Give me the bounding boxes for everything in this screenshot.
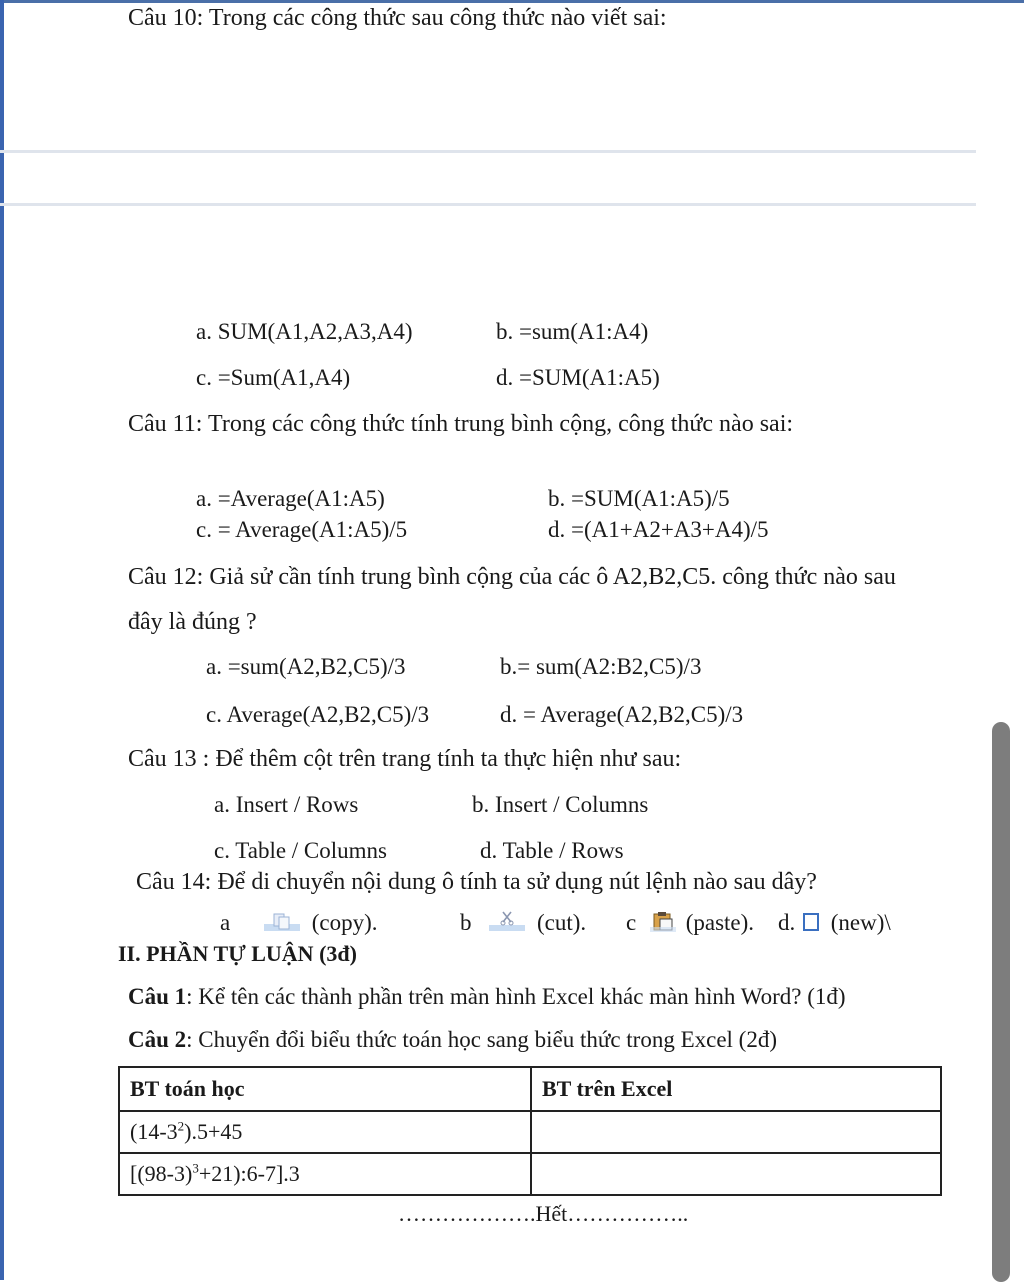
essay-question-1: [128, 983, 846, 1011]
q14-option-b: [460, 909, 586, 937]
cut-icon: [487, 910, 527, 932]
table-row: [119, 1153, 941, 1195]
q14-option-b-label: (cut).: [537, 910, 587, 935]
q14-option-a-label: (copy).: [311, 910, 378, 935]
q14-option-d-label: (new)\: [830, 910, 891, 935]
page-separator-1: [0, 150, 976, 153]
q14-option-a: [220, 909, 378, 937]
essay-question-2: [128, 1026, 777, 1054]
q11-option-b: b. =SUM(A1:A5)/5: [548, 486, 730, 511]
q12-option-a: a. =sum(A2,B2,C5)/3: [206, 654, 406, 679]
page-top-border: [0, 0, 1024, 3]
row1-math: [119, 1111, 531, 1153]
q13-option-c: c. Table / Columns: [214, 838, 388, 863]
table-header-row: [119, 1067, 941, 1111]
copy-icon: [262, 912, 302, 932]
vertical-scrollbar[interactable]: [992, 722, 1010, 1282]
q10-option-b: b. =sum(A1:A4): [496, 319, 649, 344]
expression-table: [118, 1066, 942, 1196]
essay-question-1-label: Câu 1: [128, 984, 187, 1009]
new-document-icon: [801, 912, 821, 932]
q12-title-line2: đây là đúng ?: [128, 609, 257, 635]
q13-option-d: d. Table / Rows: [480, 838, 624, 863]
essay-question-2-label: Câu 2: [128, 1027, 187, 1052]
header-excel: BT trên Excel: [531, 1067, 941, 1111]
q12-option-d: d. = Average(A2,B2,C5)/3: [500, 702, 744, 727]
q10-option-a: a. SUM(A1,A2,A3,A4): [196, 319, 413, 344]
q14-option-c: [626, 909, 754, 937]
q10-option-c: c. =Sum(A1,A4): [196, 365, 351, 390]
q11-title: Câu 11: Trong các công thức tính trung bình cộng, công thức nào sai:: [128, 411, 794, 437]
row2-math-rest: +21):6-7].3: [198, 1161, 300, 1186]
row2-math: [119, 1153, 531, 1195]
q14-option-b-prefix: b: [460, 910, 472, 935]
row1-math-exponent: 2: [177, 1118, 185, 1134]
q11-option-d: d. =(A1+A2+A3+A4)/5: [548, 517, 769, 542]
q14-option-d: [778, 909, 891, 937]
q12-option-c: c. Average(A2,B2,C5)/3: [206, 702, 430, 727]
essay-question-1-text: : Kể tên các thành phần trên màn hình Excel khác màn hình Word? (1đ): [186, 984, 846, 1009]
header-math: BT toán học: [119, 1067, 531, 1111]
row1-math-rest: ).5+45: [184, 1119, 243, 1144]
row2-math-base: [(98-3): [130, 1161, 193, 1186]
essay-question-2-text: : Chuyển đổi biểu thức toán học sang biểu thức trong Excel (2đ): [186, 1027, 778, 1052]
row2-math-exponent: 3: [192, 1160, 199, 1176]
section-2-heading: II. PHẦN TỰ LUẬN (3đ): [118, 941, 357, 966]
row1-math-base: (14-3: [130, 1119, 178, 1144]
row1-excel-cell[interactable]: [531, 1111, 941, 1153]
q12-title-line1: Câu 12: Giả sử cần tính trung bình cộng của các ô A2,B2,C5. công thức nào sau: [128, 564, 896, 590]
row2-excel-cell[interactable]: [531, 1153, 941, 1195]
page-separator-2: [0, 203, 976, 206]
q11-option-c: c. = Average(A1:A5)/5: [196, 517, 408, 542]
q13-title: Câu 13 : Để thêm cột trên trang tính ta thực hiện như sau:: [128, 746, 682, 772]
footer-end-marker: ……………….Hết……………..: [398, 1201, 689, 1226]
table-row: [119, 1111, 941, 1153]
paste-icon: [650, 910, 676, 932]
page-left-border: [0, 0, 4, 1280]
q14-option-a-prefix: a: [220, 910, 231, 935]
q11-option-a: a. =Average(A1:A5): [196, 486, 385, 511]
q14-option-c-label: (paste).: [685, 910, 755, 935]
q14-option-d-prefix: d.: [778, 910, 796, 935]
q12-option-b: b.= sum(A2:B2,C5)/3: [500, 654, 702, 679]
q10-option-d: d. =SUM(A1:A5): [496, 365, 660, 390]
q10-title: Câu 10: Trong các công thức sau công thức nào viết sai:: [128, 5, 667, 31]
q13-option-b: b. Insert / Columns: [472, 792, 649, 817]
q13-option-a: a. Insert / Rows: [214, 792, 359, 817]
q14-option-c-prefix: c: [626, 910, 637, 935]
q14-title: Câu 14: Để di chuyển nội dung ô tính ta sử dụng nút lệnh nào sau dây?: [136, 869, 817, 895]
